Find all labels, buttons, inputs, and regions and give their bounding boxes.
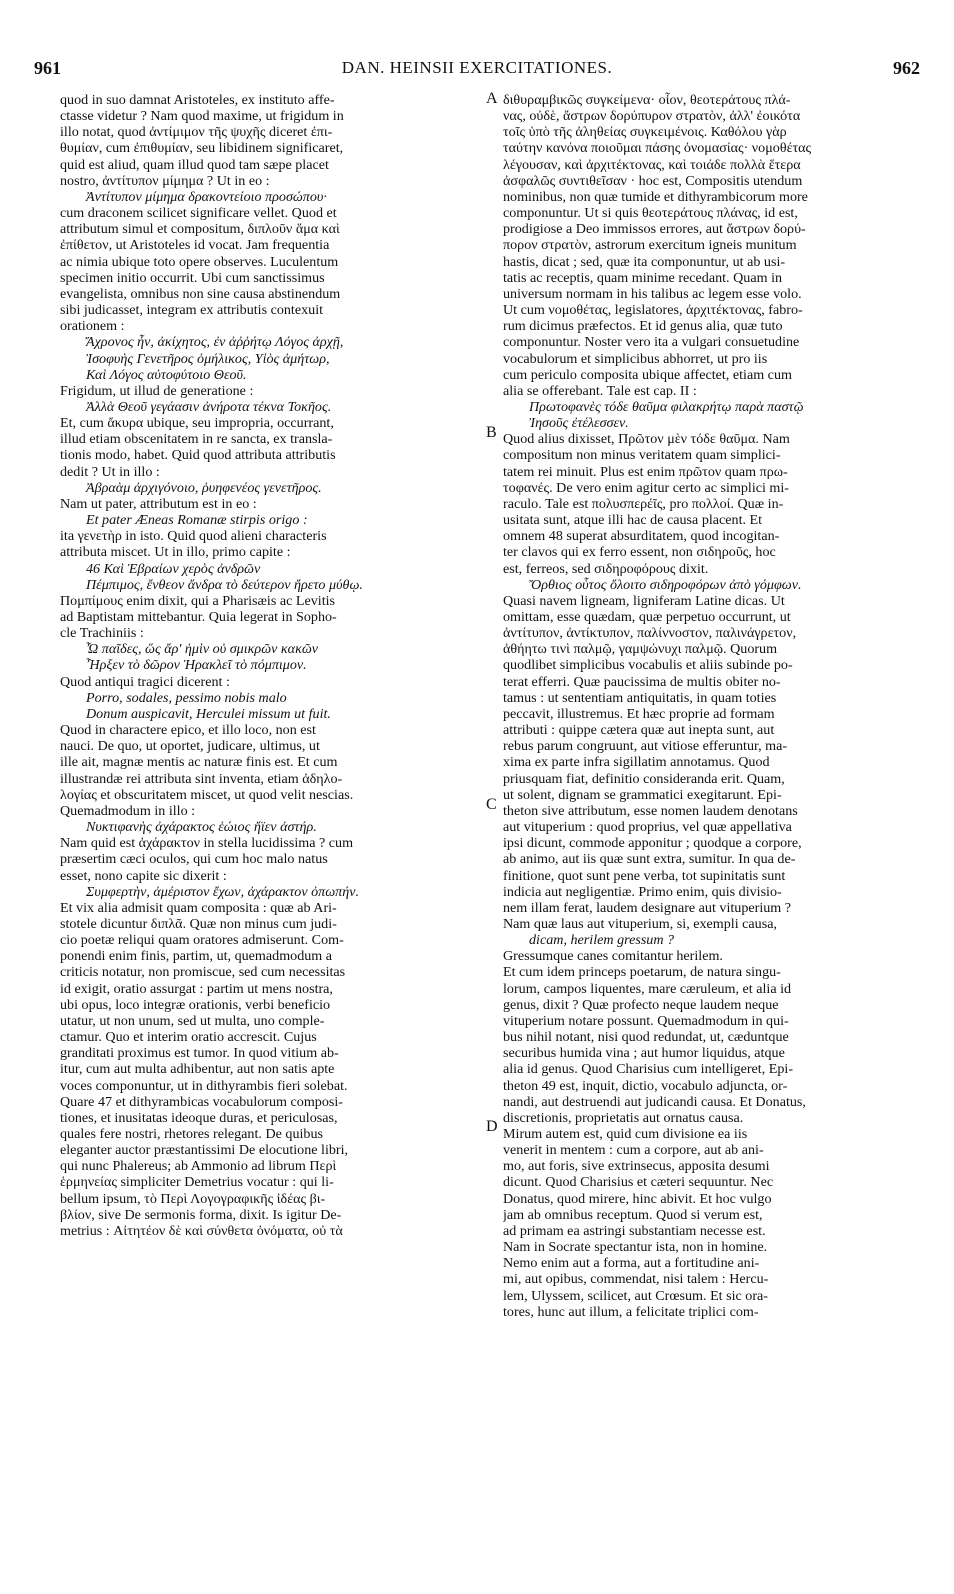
text-line: Quod alius dixisset, Πρῶτον μὲν τόδε θαῦμα. Nam [503, 431, 790, 448]
text-line: discretionis, proprietatis aut ornatus causa. [503, 1109, 744, 1126]
text-line: νας, οὐδὲ, ἄστρων δορύπυρον στρατὸν, ἀλλ' ἐοικότα [503, 108, 801, 125]
text-line: theton 49 est, inquit, dictio, vocabulo adjuncta, or- [503, 1077, 788, 1094]
text-line: Ἀλλὰ Θεοῦ γεγάασιν ἀνήροτα τέκνα Τοκῆος. [86, 398, 332, 415]
text-line: τοῖς ὑπὸ τῆς ἀληθείας συγκειμένοις. Καθόλου γὰρ [503, 124, 787, 141]
text-line: alia id genus. Quod Charisius cum intelligeret, Epi- [503, 1061, 794, 1078]
text-line: Et pater Æneas Romanæ stirpis origo : [86, 512, 308, 529]
text-line: prodigiose a Deo immissos errores, aut ἄστρων δορύ- [503, 221, 806, 238]
text-line: præsertim cæci oculos, qui cum hoc malo natus [60, 851, 328, 868]
text-line: illud etiam obscenitatem in re sancta, ex transla- [60, 431, 333, 448]
text-line: Ἀντίτυπον μίμημα δρακοντείοιο προσώπου· [86, 188, 327, 205]
running-title: DAN. HEINSII EXERCITATIONES. [341, 58, 613, 77]
text-line: indicia aut negligentiæ. Primo enim, quis divisio- [503, 883, 782, 900]
text-line: ctamur. Quo et interim oratio accrescit. Cujus [60, 1029, 317, 1046]
text-line: illo notat, quod ἀντίμιμον τῆς ψυχῆς diceret ἐπι- [60, 124, 333, 141]
right-column [503, 92, 908, 1320]
text-line: Quare 47 et dithyrambicas vocabulorum composi- [60, 1093, 343, 1110]
section-marker-d: D [486, 1118, 498, 1135]
text-line: universum normam in his talibus ac legem esse volo. [503, 285, 802, 302]
text-line: stotele dicuntur διπλᾶ. Quæ non minus cum judi- [60, 915, 337, 932]
text-line: esset, nono capite sic dixerit : [60, 867, 227, 884]
text-line: dicunt. Quod Charisius et cæteri sequuntur. Nec [503, 1174, 774, 1191]
text-line: cum draconem scilicet significare vellet. Quod et [60, 205, 337, 222]
text-line: qui nunc Phalereus; ab Ammonio ad librum Περὶ [60, 1158, 337, 1175]
text-line: λογίας et obscuritatem miscet, ut quod velit nescias. [60, 786, 354, 803]
text-line: ita γενετὴρ in isto. Quid quod alieni characteris [60, 528, 327, 545]
text-line: omnem 48 superat absurditatem, quod incogitan- [503, 528, 780, 545]
text-line: Νυκτιφανὴς ἀχάρακτος ἑώιος ἤϊεν ἀστήρ. [86, 819, 317, 836]
text-line: ταύτην κανόνα ποιοῦμαι πάσης ὀνομασίας· νομοθέτας [503, 140, 812, 157]
text-line: ab animo, aut iis quæ sunt extra, sumitur. In qua de- [503, 851, 796, 868]
text-line: Ἦρξεν τὸ δῶρον Ἡρακλεῖ τὸ πόμπιμον. [86, 657, 307, 674]
text-line: πορον στρατὸν, astrorum exercitum igneis munitum [503, 237, 797, 254]
text-line: compositum non minus veritatem quam simplici- [503, 447, 781, 464]
text-line: venerit in mentem : cum a corpore, aut ab ani- [503, 1142, 764, 1159]
text-line: metrius : Αἰτητέον δὲ καὶ σύνθετα ὀνόματα, οὐ τὰ [60, 1222, 343, 1239]
text-line: evangelista, omnibus non sine causa abstinendum [60, 285, 341, 302]
text-line: attributi : quippe cætera quæ aut inepta sunt, aut [503, 722, 775, 739]
text-line: genus, dixit ? Quæ profecto neque laudem neque [503, 996, 779, 1013]
text-line: lem, Ulyssem, scilicet, aut Crœsum. Et sic ora- [503, 1287, 768, 1304]
text-line: βλίον, sive De sermonis forma, dixit. Is igitur De- [60, 1206, 342, 1223]
text-line: ac nimia ubique toto opere observes. Luculentum [60, 253, 339, 270]
text-line: Quemadmodum in illo : [60, 802, 196, 819]
text-line: Et vix alia admisit quam composita : quæ ab Ari- [60, 899, 337, 916]
text-line: Ἄχρονος ἦν, ἀκίχητος, ἐν ἀῤῥήτῳ Λόγος ἀρχῇ, [86, 334, 344, 351]
text-line: criticis notatur, non promiscue, sed cum necessitas [60, 964, 346, 981]
text-line: Quasi navem ligneam, ligniferam Latine dicas. Ut [503, 592, 785, 609]
text-line: ἀθήητω τινὶ παλμῷ, γαμψώνυχι παλμῷ. Quorum [503, 641, 778, 658]
text-line: lorum, campos liquentes, mare cæruleum, et alia id [503, 980, 792, 997]
text-line: priusquam fiat, definitio consideranda erit. Quam, [503, 770, 785, 787]
text-line: granditati proximus est tumor. In quod vitium ab- [60, 1045, 339, 1062]
text-line: terat efferri. Quæ paucissima de multis obiter no- [503, 673, 781, 690]
text-line: ἀσφαλῶς συντιθεῖσαν · hoc est, Compositis utendum [503, 172, 803, 189]
text-line: tiones, et inusitatas ideoque duras, et periculosas, [60, 1109, 338, 1126]
text-line: Nam quæ laus aut vituperium, si, exempli causa, [503, 915, 777, 932]
running-header [34, 58, 920, 82]
text-line: tatis ac receptis, quam minime recedant. Quam in [503, 269, 783, 286]
text-line: ipsi dicunt, commode apponitur ; quodque a corpore, [503, 835, 802, 852]
text-line: usitata sunt, atque illi hac de causa placent. Et [503, 512, 763, 529]
text-line: bus nihil notant, nisi quod redundat, ut, cæduntque [503, 1029, 789, 1046]
text-line: nandi, aut destruendi aut judicandi causa. Et Donatus, [503, 1093, 806, 1110]
text-line: Nemo enim aut a forma, aut a fortitudine ani- [503, 1255, 760, 1272]
text-line: orationem : [60, 318, 125, 335]
text-line: attributum simul et compositum, διπλοῦν ἅμα καὶ [60, 221, 340, 238]
text-line: raculo. Tale est πολυσπερέῖς, pro πολλοί. Quæ in- [503, 495, 784, 512]
text-line: componuntur. Ut si quis θεοτεράτους πλάνας, id est, [503, 205, 798, 222]
text-line: ἐπίθετον, ut Aristoteles id vocat. Jam frequentia [60, 237, 330, 254]
text-line: Et, cum ἄκυρα ubique, seu impropria, occurrant, [60, 415, 334, 432]
text-line: Nam in Socrate spectantur ista, non in homine. [503, 1239, 768, 1256]
text-line: mi, aut opibus, commendat, nisi talem : Hercu- [503, 1271, 769, 1288]
text-line: Πρωτοφανὲς τόδε θαῦμα φιλακρήτῳ παρὰ παστῷ [529, 398, 804, 415]
text-line: quales fere nostri, rhetores relegant. De quibus [60, 1126, 323, 1142]
text-line: est, ferreos, sed σιδηροφόρους dixit. [503, 560, 709, 577]
text-line: aut vituperium : quod proprius, vel quæ appellativa [503, 819, 792, 836]
text-line: cio poetæ reliqui quam oratores admiserunt. Com- [60, 932, 344, 949]
text-line: Nam ut pater, attributum est in eo : [60, 495, 257, 512]
text-line: Ut cum νομοθέτας, legislatores, ἀρχιτέκτονας, fabro- [503, 302, 803, 319]
text-line: componuntur. Noster vero ita a vulgari consuetudine [503, 334, 800, 351]
text-line: eleganter auctor præstantissimi De elocutione libri, [60, 1142, 349, 1159]
text-line: tatem rei minuit. Plus est enim πρῶτον quam πρω- [503, 463, 788, 480]
text-line: voces componuntur, ut in dithyrambis fieri solebat. [60, 1077, 348, 1094]
text-line: Nam quid est ἀχάρακτον in stella lucidissima ? cum [60, 835, 354, 852]
page-number-right: 962 [893, 58, 920, 78]
text-line: Πέμπιμος, ἔνθεον ἄνδρα τὸ δεύτερον ἤρετο μύθῳ. [86, 576, 363, 593]
text-line: θυμίαν, cum ἐπιθυμίαν, seu libidinem significaret, [60, 140, 344, 157]
text-line: dicam, herilem gressum ? [529, 932, 675, 949]
left-column [60, 92, 465, 1239]
text-line: alia se offerebant. Tale est cap. II : [503, 382, 697, 399]
text-line: λέγουσαν, καὶ ἀρχιτέκτονας, καὶ τοιάδε πολλὰ ἕτερα [503, 156, 801, 173]
text-line: Frigidum, ut illud de generatione : [60, 382, 254, 399]
text-line: Quod in charactere epico, et illo loco, non est [60, 722, 316, 739]
text-line: Ὄρθιος οὗτος ὄλοιτο σιδηροφόρων ἀπὸ γόμφων. [529, 576, 802, 593]
text-line: Ἰησοῦς ἐτέλεσσεν. [529, 415, 629, 432]
text-line: vocabulorum et simplicibus abhorret, ut pro iis [503, 350, 768, 367]
text-line: quodlibet simplicibus vocabulis et aliis subinde po- [503, 657, 793, 674]
text-line: ad Baptistam mittebantur. Quia legerat in Sopho- [60, 609, 337, 625]
text-line: quid est aliud, quam illud quod tam sæpe placet [60, 156, 329, 173]
text-line: illustrandæ rei attributa sint inventa, etiam ἀδηλο- [60, 770, 343, 787]
text-line: ponendi enim finis, partim, ut, quemadmodum a [60, 948, 333, 965]
text-line: id exigit, oratio assurgat : partim ut mens nostra, [60, 980, 333, 997]
text-line: finitione, quot sunt pene verba, tot supinitatis sunt [503, 867, 786, 884]
text-line: mo, aut foris, sive extrinsecus, apposita desumi [503, 1158, 770, 1175]
text-line: Mirum autem est, quid cum divisione ea iis [503, 1126, 748, 1142]
text-line: ter clavos qui ex ferro essent, non σιδηροῦς, hoc [503, 544, 776, 561]
text-line: τοφανές. De vero enim agitur certo ac simplici mi- [503, 479, 790, 496]
text-line: Ἰσοφυὴς Γενετῆρος ὁμήλικος, Υἱὸς ἀμήτωρ, [86, 350, 330, 367]
text-line: ut solent, dignam se grammatici exegitarunt. Epi- [503, 786, 782, 803]
text-line: sibi judicasset, integram ex attributis contexuit [60, 302, 324, 319]
text-line: Συμφερτὴν, ἀμέριστον ἔχων, ἀχάρακτον ὀπωπήν. [86, 883, 359, 900]
text-line: tionis modo, habet. Quid quod attributa attributis [60, 447, 336, 464]
text-line: ubi opus, loco integræ orationis, verbi beneficio [60, 996, 331, 1013]
text-line: cle Trachiniis : [60, 625, 144, 642]
text-line: διθυραμβικῶς συγκείμενα· οἷον, θεοτεράτους πλά- [503, 92, 791, 108]
text-line: nauci. De quo, ut oportet, judicare, ultimus, ut [60, 738, 320, 755]
text-line: 46 Καὶ Ἑβραίων χερὸς ἀνδρῶν [86, 560, 261, 577]
text-line: theton sive attributum, esse nomen laudem denotans [503, 802, 798, 819]
text-line: nostro, ἀντίτυπον μίμημα ? Ut in eo : [60, 172, 270, 189]
text-line: cum periculo composita ubique affectet, etiam cum [503, 366, 792, 383]
section-marker-b: B [486, 424, 497, 441]
text-line: Ἀβραὰμ ἀρχιγόνοιο, ῥυηφενέος γενετῆρος. [86, 479, 322, 496]
text-line: nem illam ferat, laudem designare aut vituperium ? [503, 899, 792, 916]
text-line: tamus : ut sententiam antiquitatis, in quam toties [503, 689, 777, 706]
text-line: xima ex parte infra sigillatim annotamus. Quod [503, 754, 770, 771]
text-line: Ὦ παῖδες, ὥς ἄρ' ἡμὶν οὐ σμικρῶν κακῶν [86, 641, 319, 658]
text-line: Donatus, quod mirere, hinc abivit. Et hoc vulgo [503, 1190, 772, 1207]
text-line: bellum ipsum, τὸ Περὶ Λογογραφικῆς ἰδέας βι- [60, 1190, 326, 1207]
text-line: Et cum idem princeps poetarum, de natura singu- [503, 964, 781, 981]
text-line: ctasse videtur ? Nam quod maxime, ut frigidum in [60, 108, 344, 125]
text-line: attributa miscet. Ut in illo, primo capite : [60, 544, 291, 561]
text-line: ἑρμηνείας simpliciter Demetrius vocatur : qui li- [60, 1174, 334, 1191]
text-line: jam ab omnibus receptum. Quod si verum est, [503, 1206, 763, 1223]
section-marker-a: A [486, 90, 498, 107]
text-line: ad primam ea astringi substantiam necesse est. [503, 1222, 766, 1239]
page-number-left: 961 [34, 58, 61, 78]
text-line: vituperium notare possunt. Quemadmodum in qui- [503, 1012, 789, 1029]
text-line: tores, hunc aut illum, a felicitate triplici com- [503, 1303, 759, 1320]
text-line: rebus parum congruunt, aut vitiose efferuntur, ma- [503, 738, 788, 755]
text-line: utatur, ut non unum, sed ut multa, uno comple- [60, 1012, 325, 1029]
text-line: hastis, dicat ; sed, quæ ita componuntur, ut ab usi- [503, 253, 786, 270]
text-line: Quod antiqui tragici dicerent : [60, 673, 230, 690]
text-line: rum dicimus præfectos. Et id genus alia, quæ tuto [503, 318, 783, 335]
text-line: quod in suo damnat Aristoteles, ex instituto affe- [60, 92, 335, 108]
text-line: peccavit, illustremus. Et hæc proprie ad formam [503, 705, 775, 722]
section-marker-c: C [486, 796, 497, 813]
text-line: omittam, esse quædam, quæ perpetuo occurrunt, ut [503, 609, 791, 625]
text-line: ille ait, magnæ mentis ac naturæ finis est. Et cum [60, 754, 338, 771]
text-line: Gressumque canes comitantur herilem. [503, 948, 723, 965]
text-line: itur, cum aut multa adhibentur, aut non satis apte [60, 1061, 335, 1078]
text-line: securibus humida vina ; aut humor liquidus, atque [503, 1045, 785, 1062]
text-line: Porro, sodales, pessimo nobis malo [86, 689, 287, 706]
text-line: dedit ? Ut in illo : [60, 463, 160, 480]
text-line: Donum auspicavit, Herculei missum ut fuit. [86, 705, 331, 722]
text-line: Καὶ Λόγος αὐτοφύτοιο Θεοῦ. [86, 366, 247, 383]
text-line: Πομπίμους enim dixit, qui a Pharisæis ac Levitis [60, 592, 336, 609]
text-line: specimen initio occurrit. Ubi cum sanctissimus [60, 269, 325, 286]
text-line: nominibus, non quæ tumide et dithyrambicorum more [503, 188, 808, 205]
text-line: ἀντίτυπον, ἀντίκτυπον, παλίννοστον, παλινάγρετον, [503, 625, 797, 642]
